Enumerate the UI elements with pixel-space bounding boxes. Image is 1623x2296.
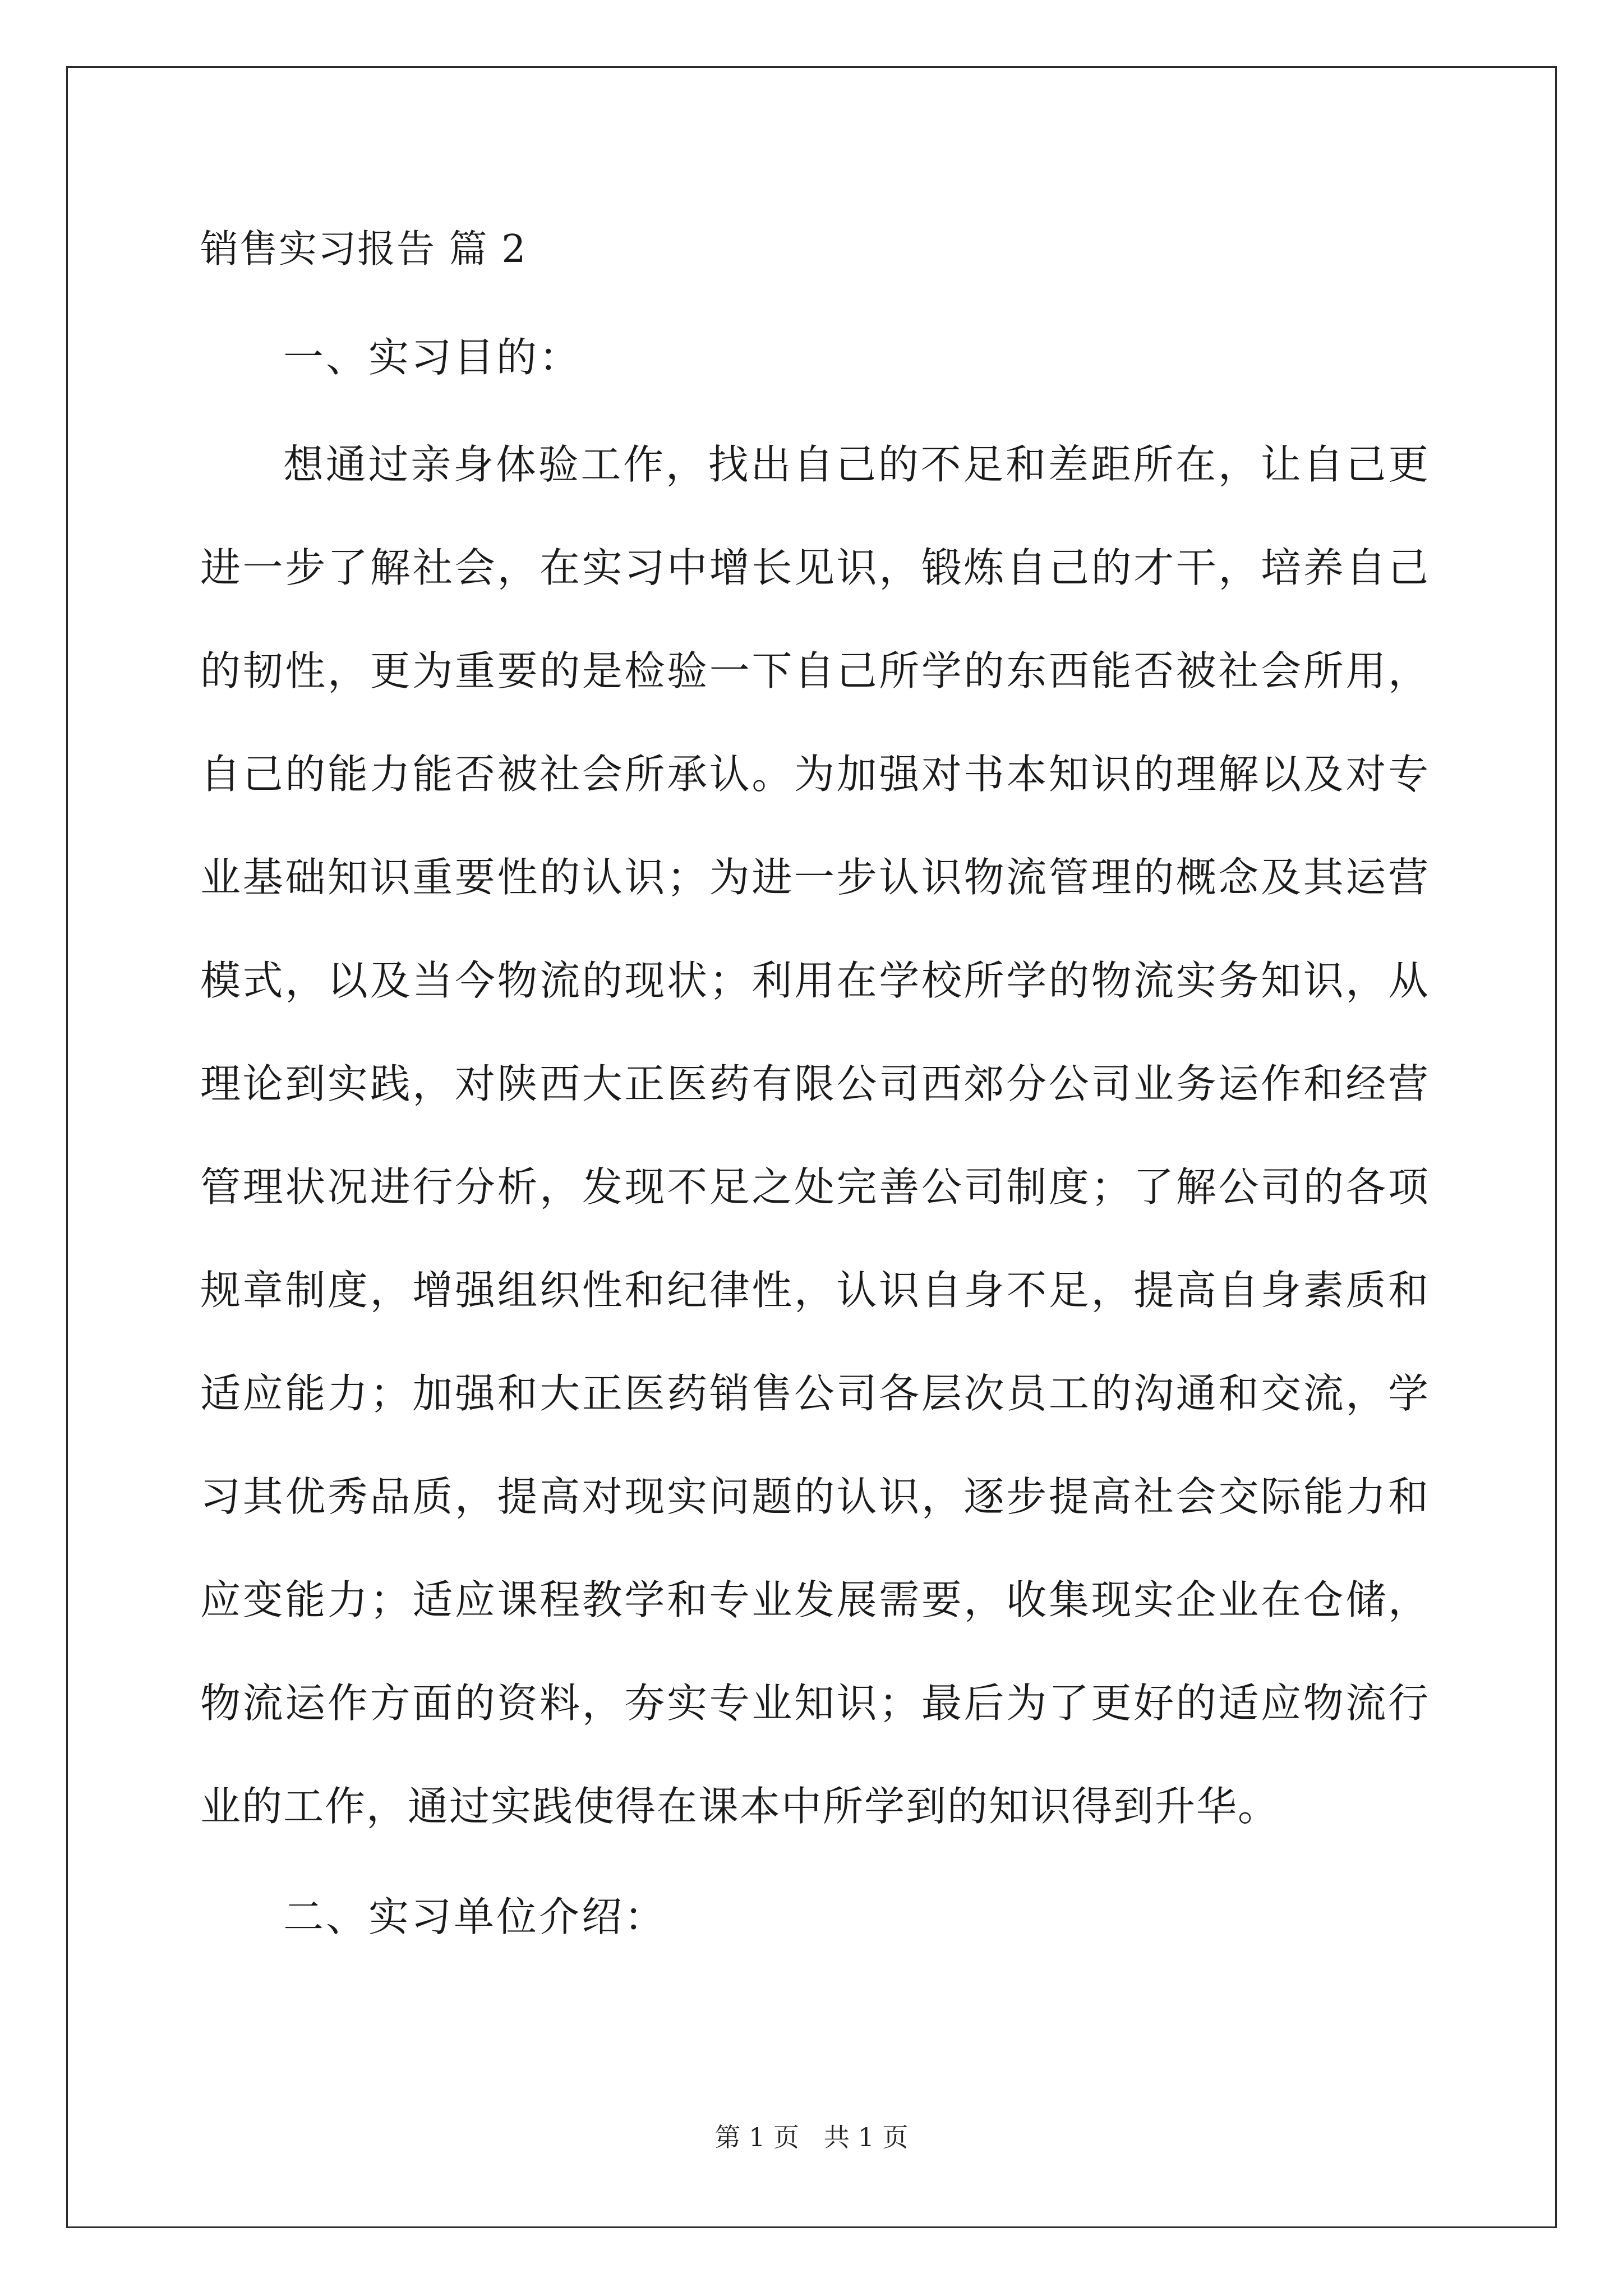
section-heading-purpose: 一、实习目的： — [283, 334, 582, 381]
document-body — [200, 219, 1430, 1993]
page-number-total: 共 1 页 — [824, 2122, 909, 2152]
document-title: 销售实习报告 篇 2 — [200, 227, 527, 272]
section-paragraph-purpose: 想通过亲身体验工作，找出自己的不足和差距所在，让自己更进一步了解社会，在实习中增长见识，锻炼自己的才干，培养自己的韧性，更为重要的是检验一下自己所学的东西能否被社会所用，自己的能力能否被社会所承认。为加强对书本知识的理解以及对专业基础知识重要性的认识；为进一步认识物流管理的概念及其运营模式，以及当今物流的现状；利用在学校所学的物流实务知识，从理论到实践，对陕西大正医药有限公司西郊分公司业务运作和经营管理状况进行分析，发现不足之处完善公司制度；了解公司的各项规章制度，增强组织性和纪律性，认识自身不足，提高自身素质和适应能力；加强和大正医药销售公司各层次员工的沟通和交流，学习其优秀品质，提高对现实问题的认识，逐步提高社会交际能力和应变能力；适应课程教学和专业发展需要，收集现实企业在仓储，物流运作方面的资料，夯实专业知识；最后为了更好的适应物流行业的工作，通过实践使得在课本中所学到的知识得到升华。 — [200, 441, 1430, 1830]
section-heading-company-intro: 二、实习单位介绍： — [283, 1893, 667, 1940]
page-footer — [0, 2120, 1623, 2154]
page-number-current: 第 1 页 — [714, 2122, 799, 2152]
